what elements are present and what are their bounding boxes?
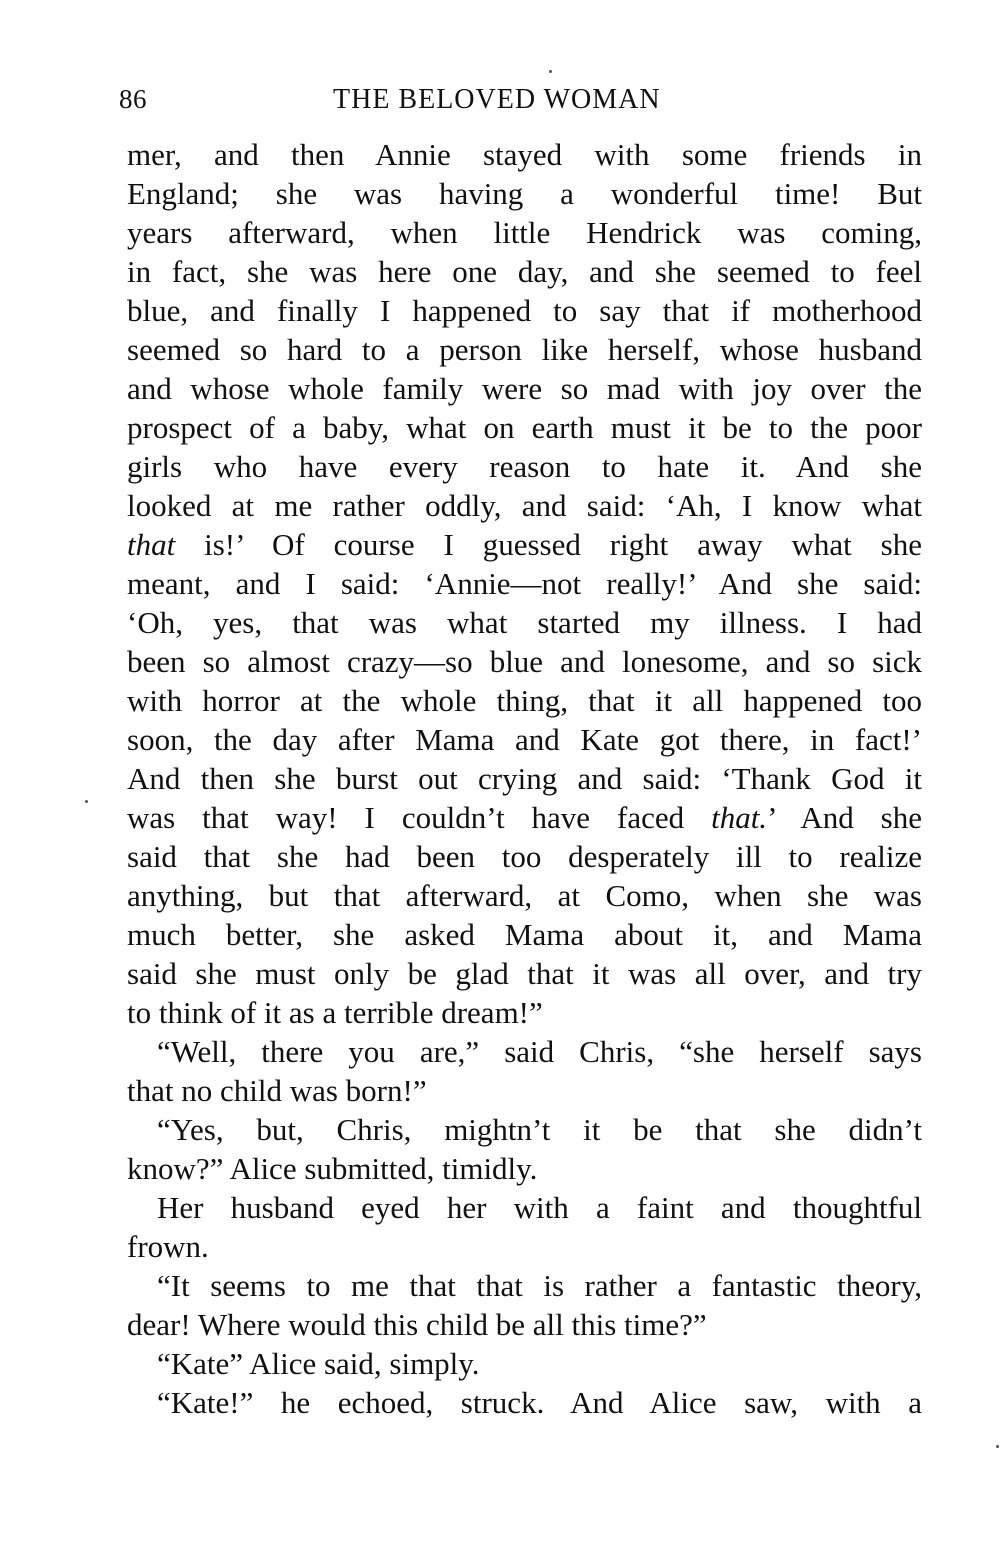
text-line: said that she had been too desperately ill to realize bbox=[127, 839, 922, 874]
text-line: “Yes, but, Chris, mightn’t it be that she didn’t bbox=[157, 1112, 922, 1147]
text-line: that is!’ Of course I guessed right away what she bbox=[127, 527, 922, 562]
book-page bbox=[119, 78, 923, 1420]
text-line: to think of it as a terrible dream!” bbox=[127, 995, 543, 1030]
text-line: in fact, she was here one day, and she seemed to feel bbox=[127, 254, 922, 289]
body-text bbox=[127, 135, 922, 1422]
text-line: said she must only be glad that it was all over, and try bbox=[127, 956, 922, 991]
text-line: was that way! I couldn’t have faced that.’ And she bbox=[127, 800, 923, 835]
text-line: blue, and finally I happened to say that if motherhood bbox=[127, 293, 922, 328]
text-line: Her husband eyed her with a faint and thoughtful bbox=[157, 1190, 922, 1225]
text-line: girls who have every reason to hate it. And she bbox=[127, 449, 922, 484]
text-line: prospect of a baby, what on earth must it be to the poor bbox=[127, 410, 922, 445]
text-line: “Kate!” he echoed, struck. And Alice saw, with a bbox=[157, 1385, 922, 1420]
page-number: 86 bbox=[119, 84, 147, 114]
text-line: years afterward, when little Hendrick was coming, bbox=[127, 215, 922, 250]
text-line: soon, the day after Mama and Kate got there, in fact!’ bbox=[127, 722, 922, 757]
text-line: dear! Where would this child be all this time?” bbox=[127, 1307, 707, 1342]
text-line: seemed so hard to a person like herself, whose husband bbox=[127, 332, 922, 367]
text-line: looked at me rather oddly, and said: ‘Ah, I know what bbox=[127, 488, 922, 523]
text-line: much better, she asked Mama about it, and Mama bbox=[127, 917, 922, 952]
text-line: that no child was born!” bbox=[127, 1073, 427, 1108]
print-speck bbox=[549, 70, 552, 73]
text-line: know?” Alice submitted, timidly. bbox=[127, 1151, 538, 1186]
print-speck bbox=[996, 1445, 999, 1448]
text-line: been so almost crazy—so blue and lonesome, and so sick bbox=[127, 644, 922, 679]
text-line: And then she burst out crying and said: ‘Thank God it bbox=[127, 761, 922, 796]
page-header bbox=[119, 78, 922, 120]
text-line: mer, and then Annie stayed with some friends in bbox=[127, 137, 922, 172]
text-line: frown. bbox=[127, 1229, 209, 1264]
text-line: “It seems to me that that is rather a fantastic theory, bbox=[157, 1268, 922, 1303]
text-line: England; she was having a wonderful time! But bbox=[127, 176, 922, 211]
text-line: and whose whole family were so mad with joy over the bbox=[127, 371, 922, 406]
text-line: meant, and I said: ‘Annie—not really!’ And she said: bbox=[127, 566, 922, 601]
text-line: ‘Oh, yes, that was what started my illness. I had bbox=[127, 605, 922, 640]
text-line: with horror at the whole thing, that it all happened too bbox=[127, 683, 922, 718]
text-line: anything, but that afterward, at Como, when she was bbox=[127, 878, 922, 913]
text-line: “Well, there you are,” said Chris, “she herself says bbox=[157, 1034, 922, 1069]
print-speck bbox=[85, 800, 88, 803]
text-line: “Kate” Alice said, simply. bbox=[157, 1346, 480, 1381]
running-title: THE BELOVED WOMAN bbox=[333, 84, 661, 115]
